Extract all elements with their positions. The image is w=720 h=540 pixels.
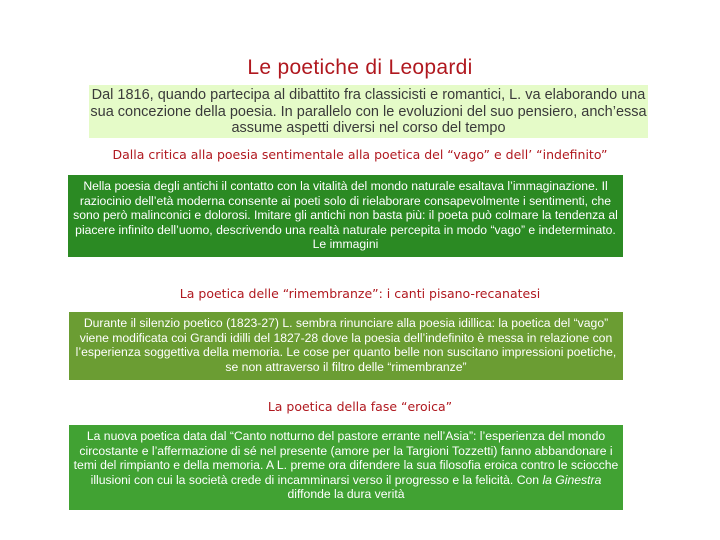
section-body-3-text bbox=[73, 429, 619, 502]
section-body-3-italic: la Ginestra bbox=[542, 472, 602, 487]
section-heading-2: La poetica delle “rimembranze”: i canti pisano-recanatesi bbox=[179, 286, 541, 301]
section-body-1-text: Nella poesia degli antichi il contatto con la vitalità del mondo naturale esaltava l’immaginazione. Il raziocinio dell’età moderna consente ai poeti solo di rielaborare consapevolmente i sentimenti, che sono però malinconici e dolorosi. Imitare gli antichi non basta più: il poeta può colmare la tendenza al piacere infinito dell’uomo, descrivendo una realtà naturale percepita in modo “vago” e indeterminato. Le immagini bbox=[73, 179, 618, 252]
section-body-3-text-a: La nuova poetica data dal “Canto notturno del pastore errante nell’Asia”: l’esperienza del mondo circostante e l’affermazione di sé nel presente (amore per la Targioni Tozzetti) fanno abbandonare i temi del rimpianto e della memoria. A L. preme ora difendere la sua filosofia eroica contro le sciocche illusioni con cui la società crede di incamminarsi verso il progresso e la felicità. Con bbox=[73, 429, 619, 487]
section-body-2-text: Durante il silenzio poetico (1823-27) L. sembra rinunciare alla poesia idillica: la poetica del “vago” viene modificata coi Grandi idilli del 1827-28 dove la poesia dell’indefinito è messa in relazione con l’esperienza soggettiva della memoria. Le cose per quanto belle non suscitano impressioni poetiche, se non attraverso il filtro delle “rimembranze” bbox=[75, 316, 617, 374]
section-heading-3: La poetica della fase “eroica” bbox=[267, 399, 453, 414]
intro-box: Dal 1816, quando partecipa al dibattito fra classicisti e romantici, L. va elaborando una sua concezione della poesia. In parallelo con le evoluzioni del suo pensiero, anch’essa assume aspetti diversi nel corso del tempo bbox=[90, 87, 647, 136]
section-body-3-text-b: diffonde la dura verità bbox=[287, 487, 405, 502]
section-body-1 bbox=[68, 175, 623, 257]
slide-title: Le poetiche di Leopardi bbox=[247, 56, 473, 79]
section-body-3 bbox=[69, 425, 623, 510]
section-heading-1: Dalla critica alla poesia sentimentale alla poetica del “vago” e dell’ “indefinito” bbox=[112, 147, 608, 162]
section-body-2 bbox=[69, 312, 623, 380]
